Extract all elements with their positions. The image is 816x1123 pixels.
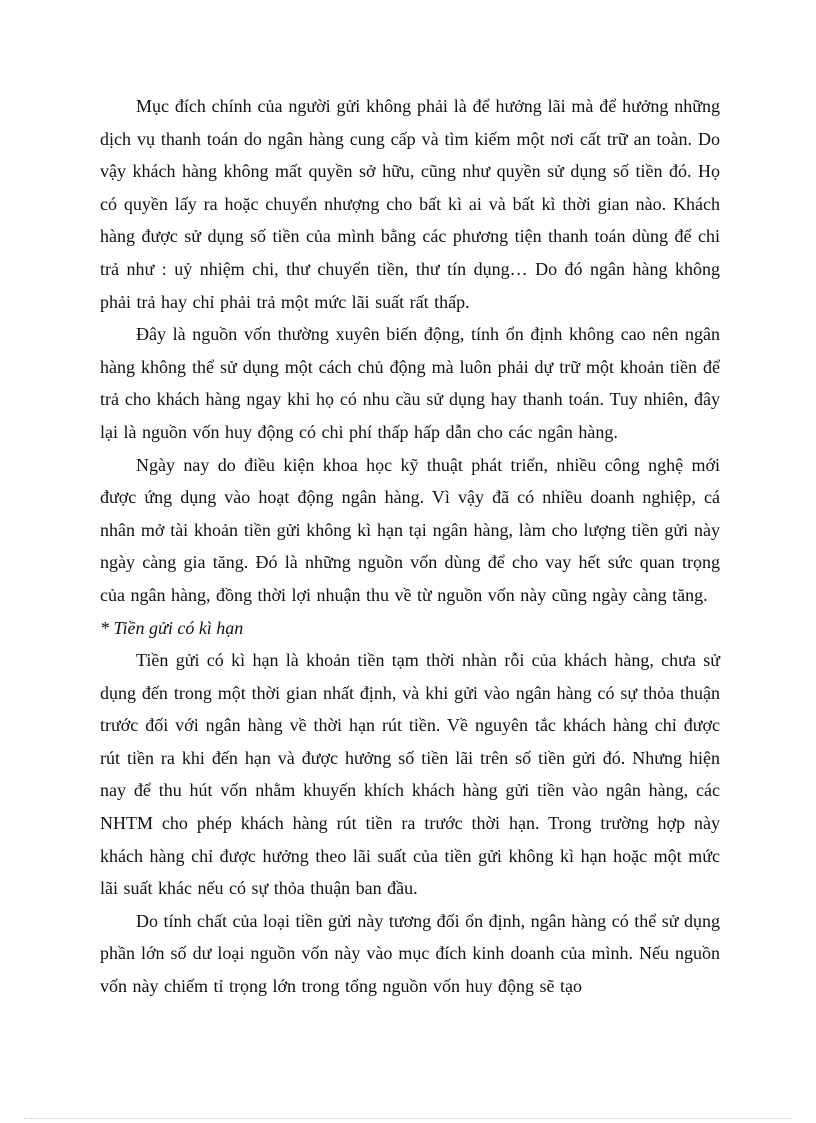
paragraph-demand-deposit-purpose: Mục đích chính của người gửi không phải là để hưởng lãi mà để hưởng những dịch vụ thanh toán do ngân hàng cung cấp và tìm kiếm một nơi cất trữ an toàn. Do vậy khách hàng không mất quyền sở hữu, cũng như quyền sử dụng số tiền đó. Họ có quyền lấy ra hoặc chuyển nhượng cho bất kì ai và bất kì thời gian nào. Khách hàng được sử dụng số tiền của mình bằng các phương tiện thanh toán dùng để chi trả như : uỷ nhiệm chi, thư chuyển tiền, thư tín dụng… Do đó ngân hàng không phải trả hay chỉ phải trả một mức lãi suất rất thấp. <box>100 96 720 312</box>
document-body <box>100 90 720 1003</box>
section-heading-term-deposit: * Tiền gửi có kì hạn <box>100 617 244 638</box>
paragraph-term-deposit-definition: Tiền gửi có kì hạn là khoản tiền tạm thời nhàn rỗi của khách hàng, chưa sử dụng đến trong một thời gian nhất định, và khi gửi vào ngân hàng có sự thỏa thuận trước đối với ngân hàng về thời hạn rút tiền. Về nguyên tắc khách hàng chỉ được rút tiền ra khi đến hạn và được hưởng số tiền lãi trên số tiền gửi đó. Nhưng hiện nay để thu hút vốn nhằm khuyến khích khách hàng gửi tiền vào ngân hàng, các NHTM cho phép khách hàng rút tiền ra trước thời hạn. Trong trường hợp này khách hàng chỉ được hưởng theo lãi suất của tiền gửi không kì hạn hoặc một mức lãi suất khác nếu có sự thỏa thuận ban đầu. <box>100 650 720 899</box>
paragraph-demand-deposit-volatility: Đây là nguồn vốn thường xuyên biến động, tính ổn định không cao nên ngân hàng không thể sử dụng một cách chủ động mà luôn phải dự trữ một khoản tiền để trả cho khách hàng ngay khi họ có nhu cầu sử dụng hay thanh toán. Tuy nhiên, đây lại là nguồn vốn huy động có chi phí thấp hấp dẫn cho các ngân hàng. <box>100 324 720 442</box>
paragraph-demand-deposit-growth: Ngày nay do điều kiện khoa học kỹ thuật phát triển, nhiều công nghệ mới được ứng dụng vào hoạt động ngân hàng. Vì vậy đã có nhiều doanh nghiệp, cá nhân mở tài khoản tiền gửi không kì hạn tại ngân hàng, làm cho lượng tiền gửi này ngày càng gia tăng. Đó là những nguồn vốn dùng để cho vay hết sức quan trọng của ngân hàng, đồng thời lợi nhuận thu về từ nguồn vốn này cũng ngày càng tăng. <box>100 454 720 605</box>
paragraph-term-deposit-stability: Do tính chất của loại tiền gửi này tương đối ổn định, ngân hàng có thể sử dụng phần lớn số dư loại nguồn vốn này vào mục đích kinh doanh của mình. Nếu nguồn vốn này chiếm tỉ trọng lớn trong tổng nguồn vốn huy động sẽ tạo <box>100 910 720 997</box>
page-bottom-divider <box>24 1118 792 1119</box>
